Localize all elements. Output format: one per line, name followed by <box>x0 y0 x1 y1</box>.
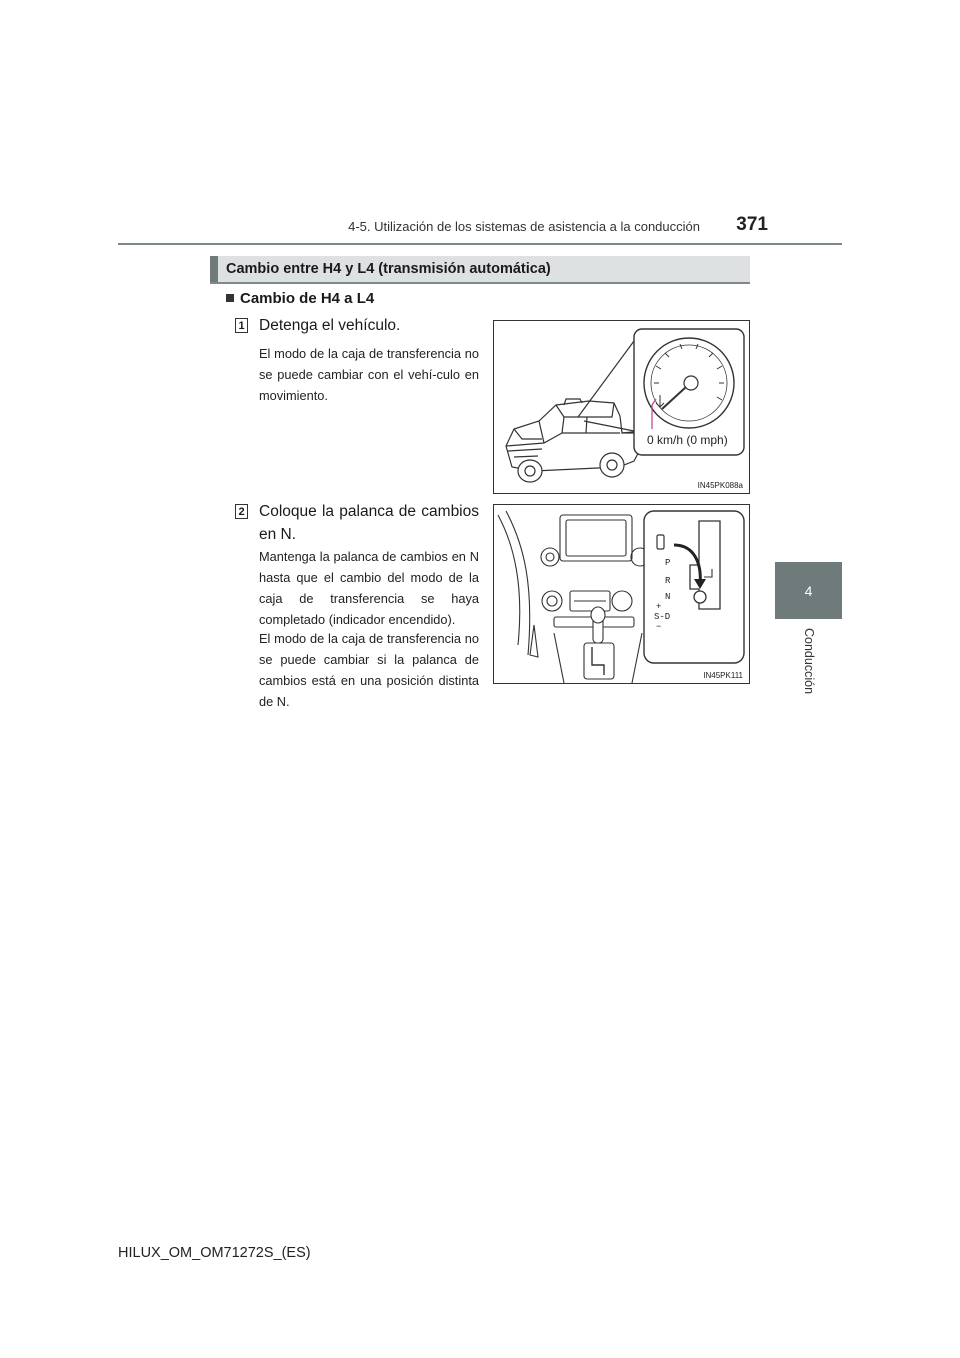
speed-label: 0 km/h (0 mph) <box>647 433 728 447</box>
gear-label-p: P <box>665 558 671 568</box>
gear-label-r: R <box>665 576 671 586</box>
dashboard-shift-illustration <box>494 505 750 684</box>
step-1-title: Detenga el vehículo. <box>259 317 401 334</box>
figure-shift-lever <box>493 504 750 684</box>
figure-code-2: IN45PK111 <box>703 671 743 680</box>
truck-speedometer-illustration <box>494 321 750 494</box>
step-1-paragraph: El modo de la caja de transferencia no se puede cambiar con el vehí-culo en movimiento. <box>259 346 479 403</box>
step-2-paragraph-1: Mantenga la palanca de cambios en N hasta que el cambio del modo de la caja de transferencia se haya completado (indicador encendido). <box>259 549 479 627</box>
step-2-title: Coloque la palanca de cambios en N. <box>259 503 479 543</box>
chapter-label: Conducción <box>802 628 816 695</box>
section-title: Cambio entre H4 y L4 (transmisión automática) <box>226 261 551 277</box>
gear-label-plus: + <box>656 602 662 612</box>
chapter-number: 4 <box>804 582 813 599</box>
gear-label-minus: − <box>656 622 662 632</box>
chapter-tab <box>775 562 842 619</box>
step-number-2: 2 <box>235 504 248 519</box>
gear-label-sd: S-D <box>654 612 671 622</box>
step-number-1: 1 <box>235 318 248 333</box>
gear-label-n: N <box>665 592 671 602</box>
sub-heading-text: Cambio de H4 a L4 <box>240 290 375 307</box>
footer-document-code: HILUX_OM_OM71272S_(ES) <box>118 1245 311 1261</box>
page-number: 371 <box>736 214 768 235</box>
running-header: 4-5. Utilización de los sistemas de asistencia a la conducción <box>348 219 700 234</box>
sub-heading <box>226 290 374 307</box>
figure-code-1: IN45PK088a <box>697 481 743 490</box>
step-2-paragraph-2: El modo de la caja de transferencia no se puede cambiar si la palanca de cambios está en una posición distinta de N. <box>259 631 479 709</box>
header-rule <box>118 243 842 245</box>
square-bullet-icon <box>226 294 234 302</box>
section-title-bar <box>210 256 750 284</box>
figure-vehicle-stopped <box>493 320 750 494</box>
